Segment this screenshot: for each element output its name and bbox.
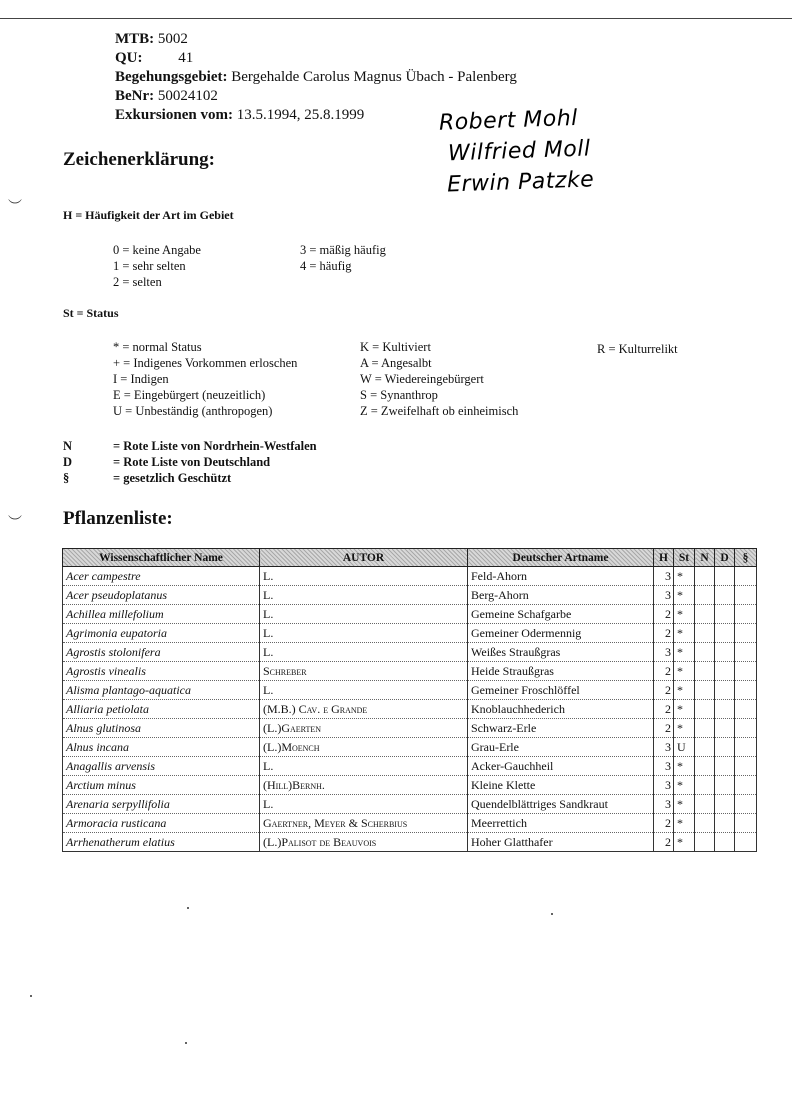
nrw-red-list-cell bbox=[695, 681, 715, 700]
german-name-cell: Berg-Ahorn bbox=[468, 586, 654, 605]
top-rule bbox=[0, 18, 792, 19]
german-name-cell: Acker-Gauchheil bbox=[468, 757, 654, 776]
de-red-list-cell bbox=[715, 586, 735, 605]
protected-cell bbox=[735, 719, 757, 738]
status-cell: * bbox=[674, 833, 695, 852]
table-row bbox=[63, 624, 757, 643]
frequency-cell: 2 bbox=[654, 719, 674, 738]
nrw-red-list-cell bbox=[695, 814, 715, 833]
frequency-cell: 3 bbox=[654, 776, 674, 795]
legend-text: = Rote Liste von Nordrhein-Westfalen bbox=[113, 439, 317, 453]
scientific-name-cell: Alnus incana bbox=[63, 738, 260, 757]
de-red-list-cell bbox=[715, 833, 735, 852]
gebiet-label: Begehungsgebiet: bbox=[115, 69, 228, 85]
margin-mark: ︶ bbox=[8, 516, 22, 531]
scientific-name-cell: Alnus glutinosa bbox=[63, 719, 260, 738]
frequency-cell: 2 bbox=[654, 681, 674, 700]
h-item: 3 = mäßig häufig bbox=[300, 243, 386, 257]
status-cell: U bbox=[674, 738, 695, 757]
status-item: Z = Zweifelhaft ob einheimisch bbox=[360, 404, 519, 418]
nrw-red-list-cell bbox=[695, 757, 715, 776]
legend-row-paragraph bbox=[63, 470, 317, 486]
frequency-cell: 3 bbox=[654, 586, 674, 605]
column-header: AUTOR bbox=[260, 549, 468, 567]
mtb-label: MTB: bbox=[115, 31, 155, 47]
author-cell: L. bbox=[260, 624, 468, 643]
german-name-cell: Gemeiner Odermennig bbox=[468, 624, 654, 643]
frequency-cell: 2 bbox=[654, 624, 674, 643]
scientific-name-cell: Anagallis arvensis bbox=[63, 757, 260, 776]
frequency-cell: 2 bbox=[654, 605, 674, 624]
nrw-red-list-cell bbox=[695, 643, 715, 662]
scientific-name-cell: Alisma plantago-aquatica bbox=[63, 681, 260, 700]
protected-cell bbox=[735, 814, 757, 833]
status-cell: * bbox=[674, 795, 695, 814]
frequency-cell: 3 bbox=[654, 757, 674, 776]
author-cell: L. bbox=[260, 757, 468, 776]
protected-cell bbox=[735, 586, 757, 605]
table-header-row bbox=[63, 549, 757, 567]
status-cell: * bbox=[674, 681, 695, 700]
scientific-name-cell: Armoracia rusticana bbox=[63, 814, 260, 833]
benr-label: BeNr: bbox=[115, 88, 155, 104]
legend-text: = gesetzlich Geschützt bbox=[113, 471, 232, 485]
de-red-list-cell bbox=[715, 814, 735, 833]
qu-value: 41 bbox=[178, 50, 194, 66]
table-row bbox=[63, 567, 757, 586]
plant-table bbox=[62, 548, 757, 852]
qu-row bbox=[115, 49, 517, 68]
status-item: R = Kulturrelikt bbox=[597, 342, 678, 356]
de-red-list-cell bbox=[715, 719, 735, 738]
scan-speck bbox=[185, 1042, 187, 1044]
status-item: + = Indigenes Vorkommen erloschen bbox=[113, 356, 298, 370]
gebiet-row bbox=[115, 68, 517, 87]
author-cell: (M.B.) Cav. e Grande bbox=[260, 700, 468, 719]
status-item: K = Kultiviert bbox=[360, 340, 431, 354]
table-row bbox=[63, 662, 757, 681]
protected-cell bbox=[735, 776, 757, 795]
nrw-red-list-cell bbox=[695, 833, 715, 852]
protected-cell bbox=[735, 833, 757, 852]
status-legend-col3 bbox=[597, 341, 678, 357]
author-cell: L. bbox=[260, 795, 468, 814]
legend-row-n bbox=[63, 438, 317, 454]
table-row bbox=[63, 738, 757, 757]
german-name-cell: Kleine Klette bbox=[468, 776, 654, 795]
status-item: I = Indigen bbox=[113, 372, 169, 386]
handwritten-names bbox=[438, 102, 594, 200]
german-name-cell: Quendelblättriges Sandkraut bbox=[468, 795, 654, 814]
author-cell: L. bbox=[260, 681, 468, 700]
protected-cell bbox=[735, 700, 757, 719]
german-name-cell: Schwarz-Erle bbox=[468, 719, 654, 738]
signature-1: Robert Mohl bbox=[438, 105, 579, 136]
status-cell: * bbox=[674, 814, 695, 833]
h-definition-title: H = Häufigkeit der Art im Gebiet bbox=[63, 208, 234, 222]
protected-cell bbox=[735, 738, 757, 757]
table-row bbox=[63, 643, 757, 662]
scientific-name-cell: Alliaria petiolata bbox=[63, 700, 260, 719]
german-name-cell: Feld-Ahorn bbox=[468, 567, 654, 586]
status-cell: * bbox=[674, 605, 695, 624]
legend-code: § bbox=[63, 471, 70, 485]
de-red-list-cell bbox=[715, 662, 735, 681]
nrw-red-list-cell bbox=[695, 567, 715, 586]
nrw-red-list-cell bbox=[695, 605, 715, 624]
de-red-list-cell bbox=[715, 776, 735, 795]
protected-cell bbox=[735, 605, 757, 624]
status-cell: * bbox=[674, 700, 695, 719]
author-cell: (L.)Palisot de Beauvois bbox=[260, 833, 468, 852]
legend-code: N bbox=[63, 439, 73, 453]
scan-speck bbox=[30, 995, 32, 997]
german-name-cell: Meerrettich bbox=[468, 814, 654, 833]
nrw-red-list-cell bbox=[695, 662, 715, 681]
status-item: W = Wiedereingebürgert bbox=[360, 372, 484, 386]
de-red-list-cell bbox=[715, 605, 735, 624]
plant-list-heading: Pflanzenliste: bbox=[63, 508, 173, 529]
table-row bbox=[63, 719, 757, 738]
status-item: A = Angesalbt bbox=[360, 356, 432, 370]
de-red-list-cell bbox=[715, 700, 735, 719]
frequency-cell: 2 bbox=[654, 700, 674, 719]
h-legend-col1 bbox=[113, 242, 201, 290]
status-legend-col2 bbox=[360, 339, 518, 419]
protected-cell bbox=[735, 567, 757, 586]
author-cell: Schreber bbox=[260, 662, 468, 681]
table-row bbox=[63, 605, 757, 624]
protected-cell bbox=[735, 624, 757, 643]
nrw-red-list-cell bbox=[695, 719, 715, 738]
german-name-cell: Hoher Glatthafer bbox=[468, 833, 654, 852]
nrw-red-list-cell bbox=[695, 624, 715, 643]
author-cell: Gaertner, Meyer & Scherbius bbox=[260, 814, 468, 833]
protected-cell bbox=[735, 757, 757, 776]
protected-cell bbox=[735, 662, 757, 681]
de-red-list-cell bbox=[715, 738, 735, 757]
exkursionen-label: Exkursionen vom: bbox=[115, 107, 233, 123]
frequency-cell: 2 bbox=[654, 814, 674, 833]
h-item: 4 = häufig bbox=[300, 259, 352, 273]
protected-cell bbox=[735, 643, 757, 662]
benr-value: 50024102 bbox=[157, 88, 218, 104]
column-header: H bbox=[654, 549, 674, 567]
de-red-list-cell bbox=[715, 757, 735, 776]
status-definition-title: St = Status bbox=[63, 306, 119, 320]
status-cell: * bbox=[674, 776, 695, 795]
status-cell: * bbox=[674, 719, 695, 738]
de-red-list-cell bbox=[715, 795, 735, 814]
legend-row-d bbox=[63, 454, 317, 470]
plant-table-body bbox=[63, 567, 757, 852]
nrw-red-list-cell bbox=[695, 586, 715, 605]
scientific-name-cell: Arrhenatherum elatius bbox=[63, 833, 260, 852]
scientific-name-cell: Arctium minus bbox=[63, 776, 260, 795]
scan-speck bbox=[551, 913, 553, 915]
status-cell: * bbox=[674, 662, 695, 681]
author-cell: (L.)Gaerten bbox=[260, 719, 468, 738]
column-header: § bbox=[735, 549, 757, 567]
de-red-list-cell bbox=[715, 624, 735, 643]
frequency-cell: 2 bbox=[654, 833, 674, 852]
margin-mark: ︶ bbox=[8, 200, 22, 215]
h-item: 1 = sehr selten bbox=[113, 259, 186, 273]
nrw-red-list-cell bbox=[695, 776, 715, 795]
status-cell: * bbox=[674, 586, 695, 605]
de-red-list-cell bbox=[715, 643, 735, 662]
german-name-cell: Gemeine Schafgarbe bbox=[468, 605, 654, 624]
protected-cell bbox=[735, 681, 757, 700]
scientific-name-cell: Agrostis vinealis bbox=[63, 662, 260, 681]
scan-speck bbox=[187, 907, 189, 909]
h-item: 2 = selten bbox=[113, 275, 162, 289]
table-row bbox=[63, 776, 757, 795]
table-row bbox=[63, 700, 757, 719]
author-cell: (Hill)Bernh. bbox=[260, 776, 468, 795]
nrw-red-list-cell bbox=[695, 738, 715, 757]
scientific-name-cell: Arenaria serpyllifolia bbox=[63, 795, 260, 814]
table-row bbox=[63, 814, 757, 833]
scientific-name-cell: Agrimonia eupatoria bbox=[63, 624, 260, 643]
german-name-cell: Knoblauchhederich bbox=[468, 700, 654, 719]
gebiet-value: Bergehalde Carolus Magnus Übach - Palenberg bbox=[231, 69, 517, 85]
column-header: Deutscher Artname bbox=[468, 549, 654, 567]
column-header: D bbox=[715, 549, 735, 567]
de-red-list-cell bbox=[715, 567, 735, 586]
nrw-red-list-cell bbox=[695, 795, 715, 814]
benr-row bbox=[115, 87, 517, 106]
frequency-cell: 3 bbox=[654, 643, 674, 662]
column-header: N bbox=[695, 549, 715, 567]
de-red-list-cell bbox=[715, 681, 735, 700]
frequency-cell: 3 bbox=[654, 738, 674, 757]
frequency-cell: 3 bbox=[654, 795, 674, 814]
author-cell: L. bbox=[260, 567, 468, 586]
author-cell: L. bbox=[260, 605, 468, 624]
frequency-cell: 2 bbox=[654, 662, 674, 681]
h-legend-col2 bbox=[300, 242, 386, 274]
status-cell: * bbox=[674, 643, 695, 662]
status-item: U = Unbeständig (anthropogen) bbox=[113, 404, 273, 418]
status-item: * = normal Status bbox=[113, 340, 202, 354]
legend-text: = Rote Liste von Deutschland bbox=[113, 455, 271, 469]
scientific-name-cell: Acer pseudoplatanus bbox=[63, 586, 260, 605]
legend-code: D bbox=[63, 455, 73, 469]
german-name-cell: Gemeiner Froschlöffel bbox=[468, 681, 654, 700]
scientific-name-cell: Agrostis stolonifera bbox=[63, 643, 260, 662]
status-cell: * bbox=[674, 757, 695, 776]
legend-heading: Zeichenerklärung: bbox=[63, 149, 215, 170]
red-list-legend bbox=[63, 438, 317, 486]
column-header: Wissenschaftlicher Name bbox=[63, 549, 260, 567]
status-cell: * bbox=[674, 624, 695, 643]
mtb-row bbox=[115, 30, 517, 49]
frequency-cell: 3 bbox=[654, 567, 674, 586]
german-name-cell: Heide Straußgras bbox=[468, 662, 654, 681]
column-header: St bbox=[674, 549, 695, 567]
author-cell: (L.)Moench bbox=[260, 738, 468, 757]
status-item: E = Eingebürgert (neuzeitlich) bbox=[113, 388, 266, 402]
mtb-value: 5002 bbox=[157, 31, 188, 47]
scientific-name-cell: Achillea millefolium bbox=[63, 605, 260, 624]
signature-3: Erwin Patzke bbox=[446, 167, 595, 198]
status-legend-col1 bbox=[113, 339, 297, 419]
table-row bbox=[63, 681, 757, 700]
table-row bbox=[63, 757, 757, 776]
status-cell: * bbox=[674, 567, 695, 586]
table-row bbox=[63, 833, 757, 852]
h-item: 0 = keine Angabe bbox=[113, 243, 201, 257]
german-name-cell: Weißes Straußgras bbox=[468, 643, 654, 662]
qu-label: QU: bbox=[115, 50, 143, 66]
nrw-red-list-cell bbox=[695, 700, 715, 719]
protected-cell bbox=[735, 795, 757, 814]
author-cell: L. bbox=[260, 586, 468, 605]
german-name-cell: Grau-Erle bbox=[468, 738, 654, 757]
signature-2: Wilfried Moll bbox=[447, 136, 591, 167]
table-row bbox=[63, 586, 757, 605]
status-item: S = Synanthrop bbox=[360, 388, 438, 402]
scientific-name-cell: Acer campestre bbox=[63, 567, 260, 586]
exkursionen-value: 13.5.1994, 25.8.1999 bbox=[236, 107, 365, 123]
author-cell: L. bbox=[260, 643, 468, 662]
table-row bbox=[63, 795, 757, 814]
